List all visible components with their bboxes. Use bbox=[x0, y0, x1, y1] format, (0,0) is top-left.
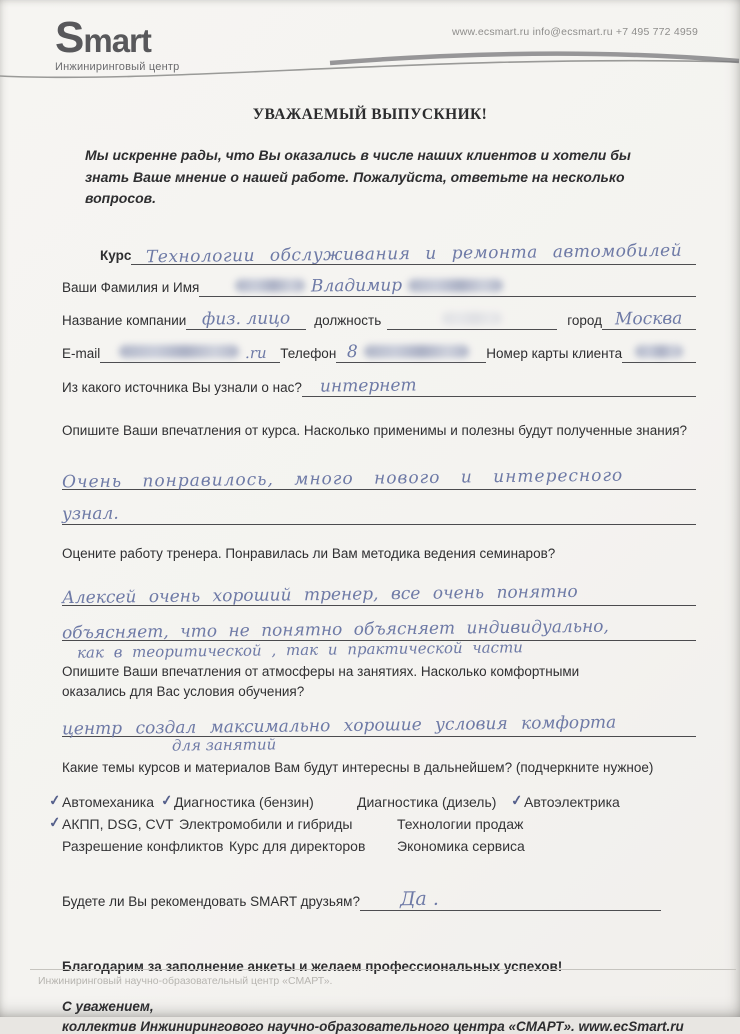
city-label: город bbox=[567, 313, 602, 329]
thanks-line: Благодарим за заполнение анкеты и желаем профессиональных успехов! bbox=[62, 958, 563, 974]
answer1-line2 bbox=[62, 490, 696, 525]
question-course-impressions: Опишите Ваши впечатления от курса. Насколько применимы и полезны будут полученные знания? bbox=[62, 423, 688, 439]
form-title: УВАЖАЕМЫЙ ВЫПУСКНИК! bbox=[252, 106, 488, 123]
topic-diagnostics-petrol bbox=[160, 791, 357, 810]
form-body bbox=[0, 240, 740, 1034]
city-handwritten-value: Москва bbox=[615, 308, 683, 330]
topics-row-2 bbox=[48, 813, 696, 832]
topics-row-3 bbox=[62, 838, 696, 854]
topic-conflict-resolution bbox=[62, 838, 229, 854]
topic-label: Диагностика (дизель) bbox=[357, 793, 497, 810]
name-handwritten-value: Владимир bbox=[311, 275, 403, 297]
topic-label: Разрешение конфликтов bbox=[62, 837, 224, 854]
recommend-handwritten-value: Да . bbox=[399, 887, 439, 911]
answer3-line1 bbox=[61, 707, 696, 740]
checkmark-icon: ✓ bbox=[160, 791, 174, 809]
position-field bbox=[387, 312, 557, 330]
answer2-handwriting-3: как в теоритической , так и практической части bbox=[76, 638, 524, 662]
topic-label: Автоэлектрика bbox=[524, 793, 620, 810]
position-label: должность bbox=[314, 313, 382, 329]
topics-question: Какие темы курсов и материалов Вам будут интересны в дальнейшем? (подчеркните нужное) bbox=[62, 760, 654, 776]
topics-row-1 bbox=[48, 791, 696, 810]
question-trainer: Оцените работу тренера. Понравилась ли Вам методика ведения семинаров? bbox=[62, 545, 556, 561]
topic-automechanics bbox=[48, 791, 174, 810]
logo-subtitle: Инжиниринговый центр bbox=[55, 61, 180, 73]
email-row bbox=[62, 341, 696, 363]
name-field bbox=[199, 275, 696, 297]
topic-autoelectrics bbox=[510, 791, 620, 810]
question-atmosphere: Опишите Ваши впечатления от атмосферы на занятиях. Насколько комфортными оказались для Вас условия обучения? bbox=[62, 664, 580, 699]
redacted-surname bbox=[235, 279, 305, 292]
answer2-line2 bbox=[61, 606, 696, 644]
course-field bbox=[131, 240, 696, 268]
answer2-handwriting-1: Алексей очень хороший тренер, все очень понятно bbox=[61, 582, 578, 609]
checkmark-icon: ✓ bbox=[48, 791, 62, 809]
redacted-phone bbox=[364, 345, 469, 358]
source-label: Из какого источника Вы узнали о нас? bbox=[62, 380, 302, 396]
footer-divider bbox=[30, 969, 736, 970]
topic-service-economics bbox=[397, 838, 525, 854]
checkmark-icon: ✓ bbox=[510, 791, 524, 809]
course-label: Курс bbox=[100, 248, 132, 264]
redacted-card-number bbox=[635, 345, 683, 358]
header bbox=[0, 0, 740, 92]
answer3-line2 bbox=[62, 737, 696, 754]
answer2-line3 bbox=[62, 638, 696, 662]
email-label: E-mail bbox=[62, 346, 101, 362]
logo-letters-mart: mart bbox=[83, 22, 151, 59]
name-label: Ваши Фамилия и Имя bbox=[62, 280, 200, 296]
topic-akpp-dsg-cvt bbox=[48, 813, 179, 832]
source-handwritten-value: интернет bbox=[319, 375, 417, 397]
team-line: коллектив Инжинирингового научно-образовательного центра «СМАРТ». www.ecSmart.ru bbox=[62, 1018, 684, 1034]
redacted-patronymic bbox=[408, 279, 503, 292]
company-field bbox=[186, 308, 306, 330]
source-row bbox=[62, 375, 696, 397]
name-row bbox=[62, 275, 696, 297]
company-handwritten-value: физ. лицо bbox=[202, 308, 291, 330]
answer3-handwriting-2: для занятий bbox=[171, 735, 277, 755]
footer-center-name: Инжиниринговый научно-образовательный центр «СМАРТ». bbox=[38, 975, 333, 987]
topic-label: Автомеханика bbox=[62, 793, 155, 810]
topic-diagnostics-diesel bbox=[357, 794, 524, 810]
company-row bbox=[62, 308, 696, 330]
answer3-handwriting-1: центр создал максимально хорошие условия комфорта bbox=[61, 712, 617, 740]
email-suffix-handwritten: .ru bbox=[245, 343, 268, 363]
phone-label: Телефон bbox=[280, 346, 337, 362]
redacted-email bbox=[119, 345, 239, 358]
logo-letter-s: S bbox=[55, 13, 84, 62]
recommend-field bbox=[360, 887, 661, 911]
topic-electric-hybrid bbox=[179, 816, 397, 832]
course-row bbox=[62, 240, 696, 268]
checkmark-icon: ✓ bbox=[48, 813, 62, 831]
phone-field bbox=[336, 341, 486, 363]
topic-label: Технологии продаж bbox=[397, 815, 524, 832]
email-field bbox=[100, 345, 280, 363]
topic-label: Диагностика (бензин) bbox=[174, 793, 314, 810]
city-field bbox=[602, 308, 696, 330]
answer1-line1 bbox=[61, 455, 696, 493]
position-faint-smudge bbox=[442, 312, 502, 325]
answer1-handwriting-2: узнал. bbox=[61, 503, 119, 524]
intro-paragraph: Мы искренне рады, что Вы оказались в числе наших клиентов и хотели бы знать Ваше мнение о нашей работе. Пожалуйста, ответьте на несколько вопросов. bbox=[85, 147, 631, 207]
header-swoosh-line bbox=[0, 42, 740, 86]
phone-prefix-handwritten: 8 bbox=[347, 341, 359, 363]
company-label: Название компании bbox=[62, 313, 187, 329]
header-contact-info: www.ecsmart.ru info@ecsmart.ru +7 495 772 4959 bbox=[451, 26, 698, 38]
source-field bbox=[302, 375, 696, 397]
topic-label: Экономика сервиса bbox=[397, 837, 525, 854]
topic-label: Электромобили и гибриды bbox=[179, 815, 353, 832]
course-handwritten-value: Технологии обслуживания и ремонта автомобилей bbox=[145, 240, 682, 268]
recommend-label: Будете ли Вы рекомендовать SMART друзьям? bbox=[62, 893, 360, 909]
topic-sales-tech bbox=[397, 816, 523, 832]
card-label: Номер карты клиента bbox=[486, 346, 623, 362]
topic-label: Курс для директоров bbox=[229, 837, 366, 854]
topic-label: АКПП, DSG, CVT bbox=[62, 815, 174, 832]
topic-directors-course bbox=[229, 838, 397, 854]
card-field bbox=[622, 345, 696, 363]
answer1-handwriting-1: Очень понравилось, много нового и интересного bbox=[61, 465, 624, 493]
answer2-line1 bbox=[61, 571, 696, 609]
regards-line: С уважением, bbox=[62, 998, 154, 1014]
recommend-row bbox=[62, 887, 661, 911]
answer2-handwriting-2: объясняет, что не понятно объясняет индивидуально, bbox=[61, 616, 609, 644]
